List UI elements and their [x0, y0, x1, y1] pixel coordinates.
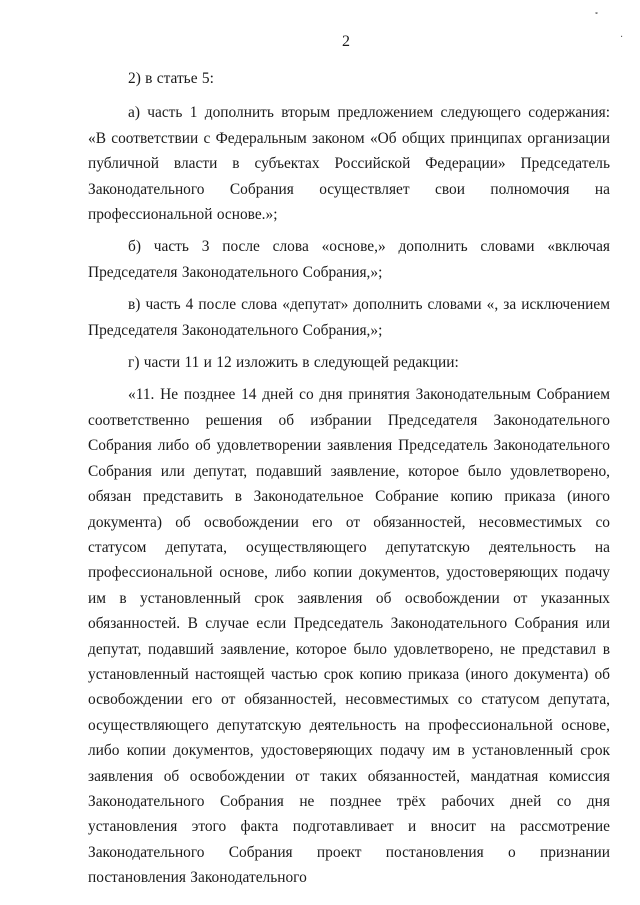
page-number: 2: [342, 33, 350, 50]
scan-mark-top: ˟: [594, 12, 599, 23]
paragraph-item-b: б) часть 3 после слова «основе,» дополнить словами «включая Председателя Законодательного Собрания,»;: [88, 238, 610, 281]
paragraph-part-11: «11. Не позднее 14 дней со дня принятия Законодательным Собранием соответственно решения об избрании Председателя Законодательного Собрания либо об удовлетворении заявления Председатель Законодательного Собрания или депутат, подавший заявление, которое было удовлетворено, обязан представить в Законодательное Собрание копию приказа (иного документа) об освобождении его от обязанностей, несовместимых со статусом депутата, осуществляющего депутатскую деятельность на профессиональной основе, либо копии документов, удостоверяющих подачу им в установленный срок заявления об освобождении от указанных обязанностей. В случае если Председатель Законодательного Собрания или депутат, подавший заявление, которое было удовлетворено, не представил в установленный настоящей частью срок копию приказа (иного документа) об освобождении его от обязанностей, несовместимых со статусом депутата, осуществляющего депутатскую деятельность на профессиональной основе, либо копии документов, удостоверяющих подачу им в установленный срок заявления об освобождении от таких обязанностей, мандатная комиссия Законодательного Собрания не позднее трёх рабочих дней со дня установления этого факта подготавливает и вносит на рассмотрение Законодательного Собрания проект постановления о признании постановления Законодательного: [88, 386, 610, 887]
document-body: [88, 66, 610, 891]
paragraph-item-a: а) часть 1 дополнить вторым предложением следующего содержания:: [128, 104, 610, 122]
paragraph-item-a-quote: «В соответствии с Федеральным законом «Об общих принципах организации публичной власти в субъектах Российской Федерации» Председатель Законодательного Собрания осуществляет свои полномочия на профессиональной основе.»;: [88, 129, 610, 224]
paragraph-item-v: в) часть 4 после слова «депутат» дополнить словами «, за исключением Председателя Законодательного Собрания,»;: [88, 296, 610, 339]
paragraph-item-g: г) части 11 и 12 изложить в следующей редакции:: [128, 354, 459, 372]
paragraph-article-5: 2) в статье 5:: [128, 70, 214, 87]
scan-mark-corner: ·: [620, 32, 624, 43]
